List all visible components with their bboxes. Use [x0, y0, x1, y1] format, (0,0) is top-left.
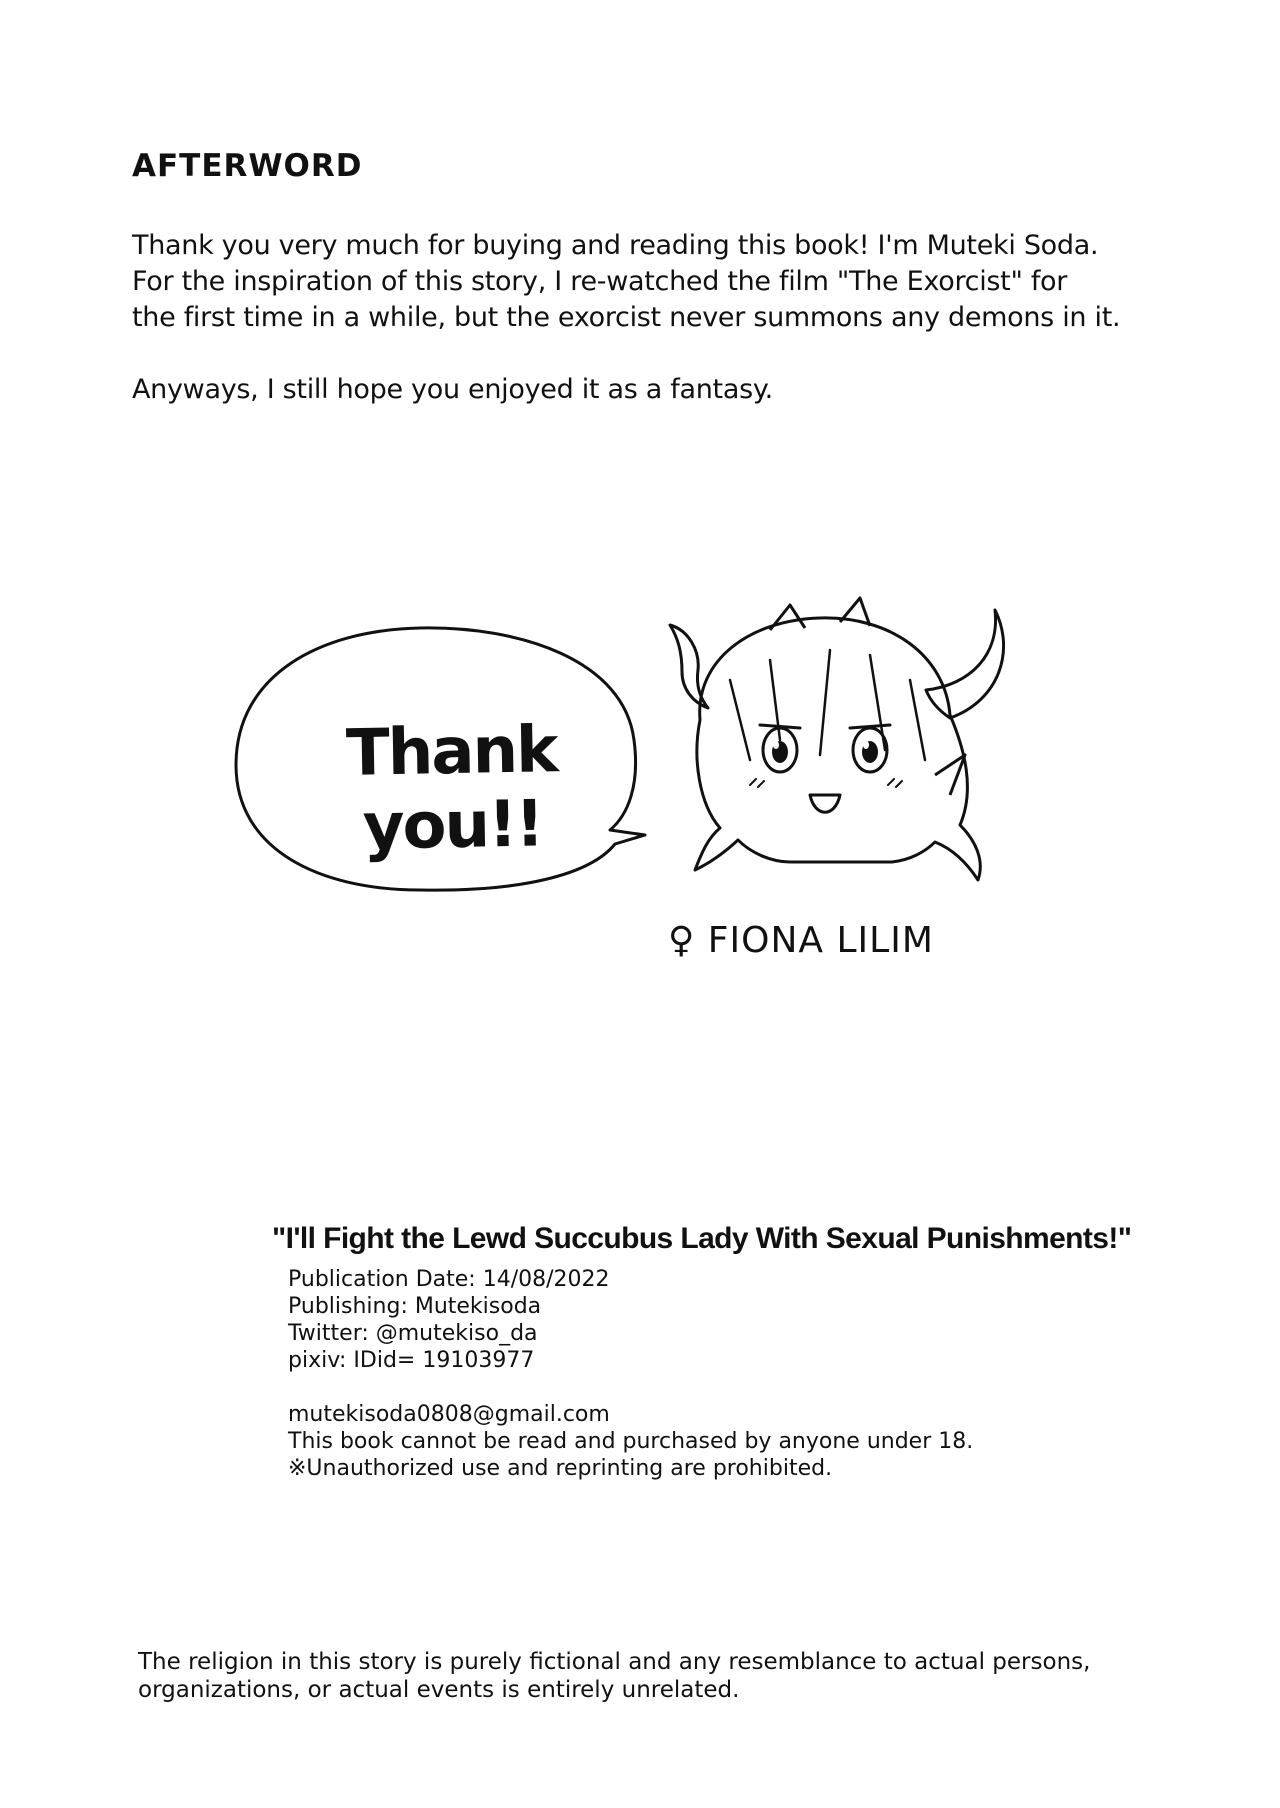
afterword-section	[132, 148, 1172, 408]
fiction-disclaimer	[138, 1648, 1158, 1704]
character-name-label: ♀ FIONA LILIM	[668, 920, 934, 961]
publication-date: Publication Date: 14/08/2022	[288, 1267, 610, 1292]
disclaimer-line-2: organizations, or actual events is entirely unrelated.	[138, 1677, 740, 1703]
afterword-line-3: the first time in a while, but the exorcist never summons any demons in it.	[132, 302, 1121, 333]
hair-outline	[695, 618, 980, 880]
right-horn-icon	[926, 610, 1004, 718]
speech-bubble-text: Thank you!!	[345, 713, 558, 865]
reprint-prohibited-notice: ※Unauthorized use and reprinting are prohibited.	[288, 1456, 833, 1481]
colophon-section	[272, 1222, 1172, 1482]
afterword-line-2: For the inspiration of this story, I re-watched the film "The Exorcist" for	[132, 266, 1068, 297]
pixiv-id: pixiv: IDid= 19103977	[288, 1348, 535, 1373]
afterword-line-1: Thank you very much for buying and reading this book! I'm Muteki Soda.	[132, 230, 1099, 261]
afterword-line-4: Anyways, I still hope you enjoyed it as a fantasy.	[132, 374, 773, 405]
smiling-mouth-icon	[810, 795, 840, 812]
disclaimer-line-1: The religion in this story is purely fictional and any resemblance to actual persons,	[138, 1649, 1091, 1675]
publisher: Publishing: Mutekisoda	[288, 1294, 542, 1319]
contact-email: mutekisoda0808@gmail.com	[288, 1402, 610, 1427]
twitter-handle: Twitter: @mutekiso_da	[288, 1321, 538, 1346]
age-restriction-notice: This book cannot be read and purchased by anyone under 18.	[288, 1429, 974, 1454]
book-title: "I'll Fight the Lewd Succubus Lady With Sexual Punishments!"	[272, 1222, 1132, 1255]
publication-info	[288, 1266, 1172, 1482]
afterword-title: AFTERWORD	[132, 148, 363, 184]
